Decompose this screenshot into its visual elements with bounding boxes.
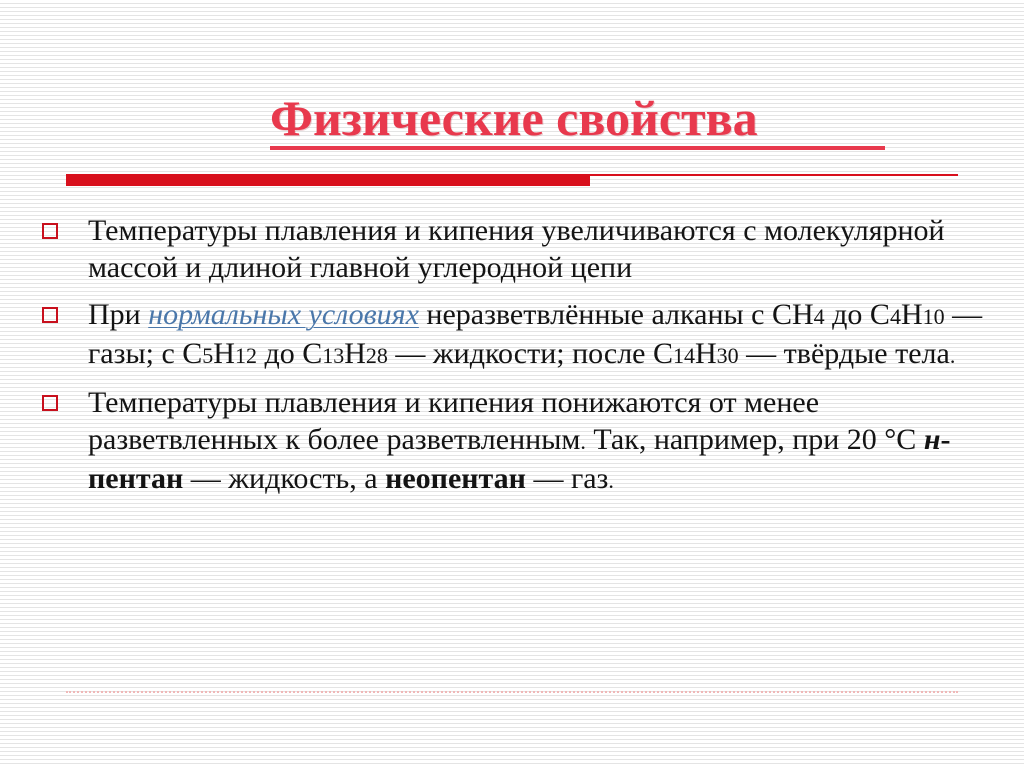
bullet-text: Температуры плавления и кипения увеличиваются с молекулярной массой и длиной главной углеродной цепи	[88, 214, 945, 284]
square-bullet-icon	[42, 307, 58, 323]
text-segment: неразветвлённые алканы с CH	[418, 298, 814, 331]
square-bullet-icon	[42, 223, 58, 239]
text-segment: H	[213, 337, 235, 370]
neopentane-term: неопентан	[385, 462, 526, 495]
text-segment: H	[900, 298, 923, 331]
text-segment: — газ	[525, 462, 609, 495]
subscript-text: 14	[673, 343, 695, 368]
small-text: .	[580, 429, 586, 454]
normal-conditions-link[interactable]: нормальных условиях	[148, 298, 419, 331]
text-segment: H	[344, 337, 366, 370]
subscript-text: 4	[813, 304, 825, 329]
text-segment: — жидкость, а	[183, 462, 386, 495]
accent-bar-thick	[66, 174, 590, 186]
text-segment: Так, например, при 20 °C	[585, 423, 924, 456]
text-segment: — твёрдые тела	[738, 337, 950, 370]
text-segment: H	[695, 337, 717, 370]
bullet-item-3	[40, 384, 1000, 499]
text-segment: до C	[824, 298, 890, 331]
n-prefix: н	[923, 423, 941, 456]
slide-title: Физические свойства	[270, 90, 758, 146]
square-bullet-icon	[42, 395, 58, 411]
bullet-list	[40, 212, 1000, 509]
bullet-text	[88, 298, 982, 370]
subscript-text: 12	[234, 343, 257, 368]
bullet-text	[88, 386, 950, 495]
subscript-text: 13	[322, 343, 345, 368]
subscript-text: 10	[922, 304, 945, 329]
text-segment: — жидкости; после C	[387, 337, 673, 370]
title-underline	[270, 146, 885, 150]
text-segment: — газы; с C	[88, 298, 983, 370]
subscript-text: 4	[889, 304, 901, 329]
text-segment: до C	[256, 337, 323, 370]
bullet-item-2	[40, 296, 1000, 374]
footer-dotted-line	[66, 691, 958, 693]
accent-bar-thin	[590, 174, 958, 176]
small-text: .	[608, 468, 614, 493]
text-segment: При	[88, 298, 149, 331]
bullet-item-1	[40, 212, 1000, 286]
text-segment: Температуры плавления и кипения понижаются от менее разветвленных к более разветвленным	[88, 386, 820, 456]
subscript-text: 28	[365, 343, 388, 368]
subscript-text: 30	[716, 343, 739, 368]
subscript-text: .	[949, 343, 956, 368]
n-pentane-term: -пентан	[88, 423, 951, 495]
subscript-text: 5	[202, 343, 214, 368]
